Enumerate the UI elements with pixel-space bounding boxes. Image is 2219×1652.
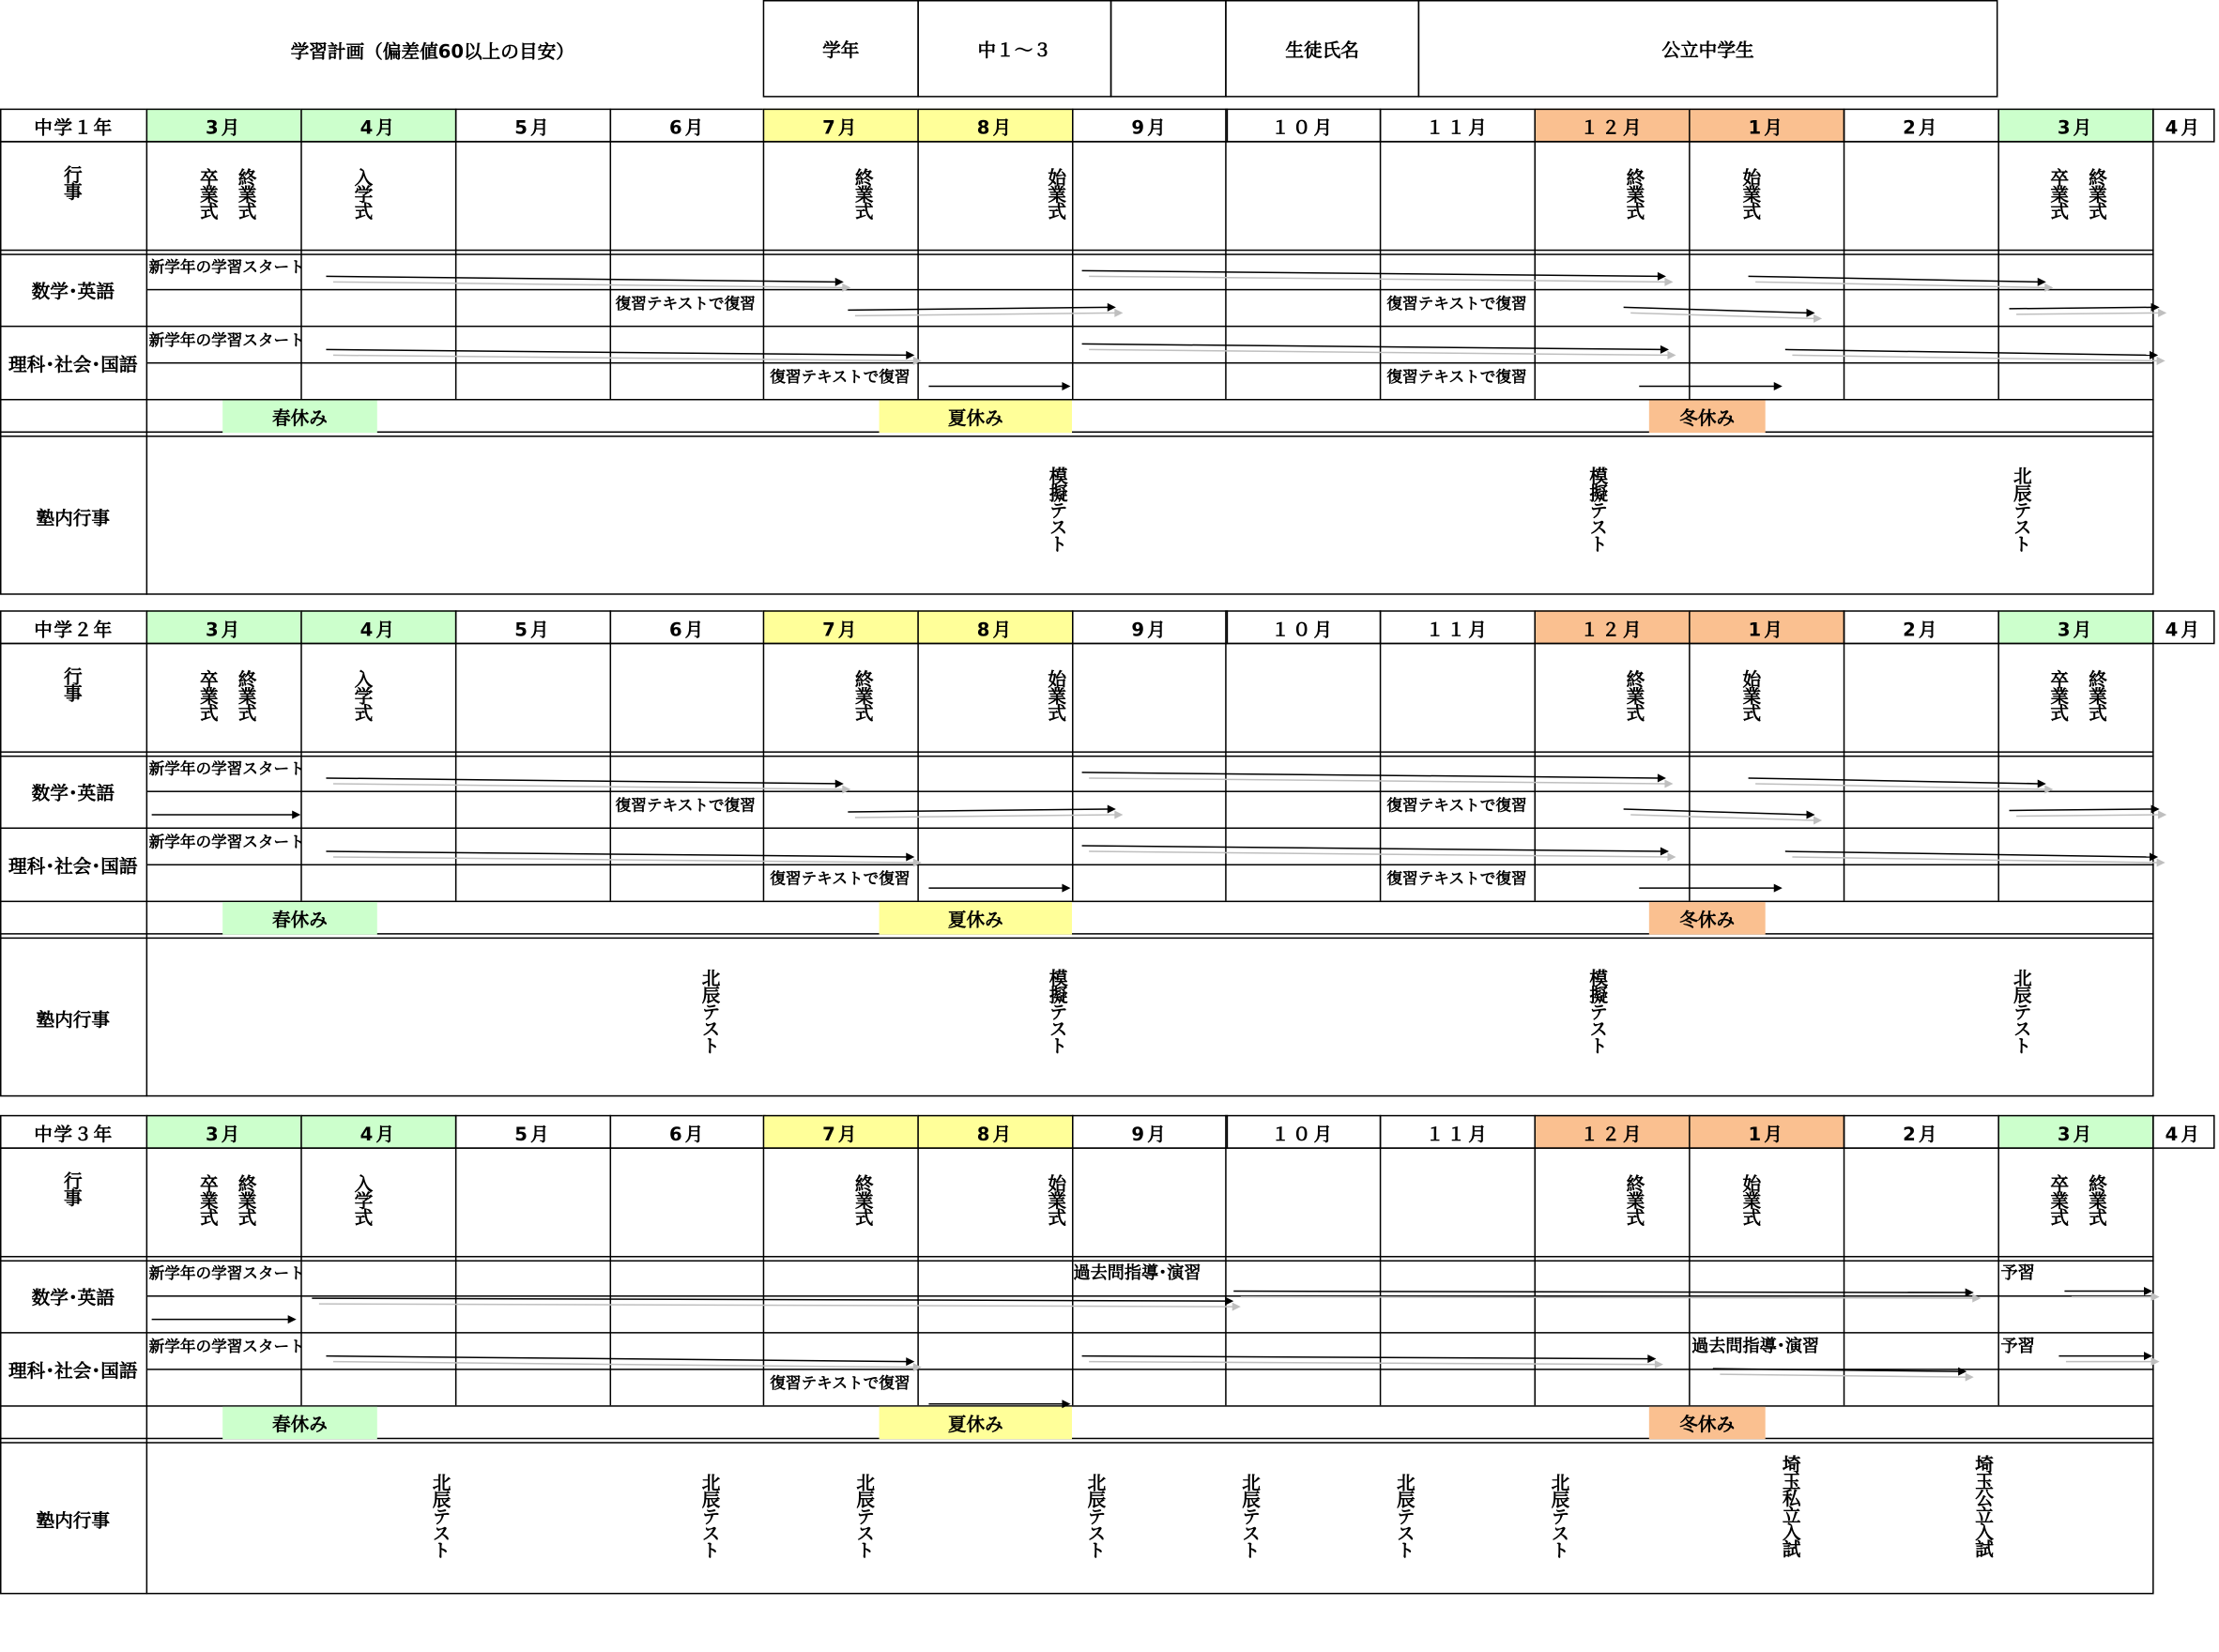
- month-header: 9月: [1072, 109, 1228, 143]
- holiday-spring: 春休み: [222, 902, 377, 935]
- event-closing: 終業式: [1622, 1173, 1644, 1225]
- event-closing: 終業式: [234, 1173, 255, 1225]
- event-opening: 始業式: [1737, 167, 1760, 219]
- month-header: 2月: [1844, 109, 1999, 143]
- month-header: 3月: [1997, 1115, 2153, 1149]
- progress-arrowhead: [1232, 1303, 1241, 1311]
- event-closing: 終業式: [1622, 167, 1644, 219]
- month-header: 5月: [455, 1115, 611, 1149]
- cram-hokushin-test: 北辰テスト: [2009, 467, 2031, 552]
- note-new-year-start: 新学年の学習スタート: [148, 759, 305, 778]
- progress-arrow-line: [1713, 1369, 1960, 1371]
- month-header: 3月: [146, 109, 302, 143]
- event-opening: 始業式: [1043, 1173, 1065, 1225]
- row-label-events: 行事: [59, 1170, 82, 1205]
- month-header: 4月: [2152, 610, 2214, 644]
- cram-mock-test: 模擬テスト: [1584, 467, 1607, 552]
- note-review-text: 復習テキストで復習: [1386, 367, 1527, 387]
- event-opening: 始業式: [1043, 669, 1065, 721]
- note-review-text: 復習テキストで復習: [770, 869, 911, 889]
- event-entrance: 入学式: [350, 1173, 372, 1225]
- holiday-spring: 春休み: [222, 1407, 377, 1440]
- month-header: 8月: [917, 610, 1073, 644]
- month-header: 4月: [2152, 1115, 2214, 1149]
- note-review-text: 復習テキストで復習: [1386, 294, 1527, 314]
- row-label-math-english: 数学･英語: [31, 1287, 115, 1309]
- event-opening: 始業式: [1737, 1173, 1760, 1225]
- note-past-exams: 過去問指導･演習: [1691, 1336, 1820, 1356]
- note-review-text: 復習テキストで復習: [615, 294, 756, 314]
- holiday-winter: 冬休み: [1649, 902, 1766, 935]
- month-header: １１月: [1380, 1115, 1536, 1149]
- event-graduation: 卒業式: [195, 1173, 218, 1225]
- month-header: １０月: [1225, 610, 1381, 644]
- progress-arrow-line: [333, 1362, 914, 1368]
- note-review-text: 復習テキストで復習: [1386, 796, 1527, 815]
- month-header: 1月: [1689, 1115, 1844, 1149]
- event-closing: 終業式: [2084, 167, 2106, 219]
- event-closing: 終業式: [850, 167, 873, 219]
- event-closing: 終業式: [234, 669, 255, 721]
- holiday-winter: 冬休み: [1649, 400, 1766, 433]
- progress-arrowhead: [288, 1315, 297, 1323]
- note-new-year-start: 新学年の学習スタート: [148, 257, 305, 277]
- holiday-winter: 冬休み: [1649, 1407, 1766, 1440]
- progress-arrowhead: [1966, 1373, 1974, 1382]
- event-closing: 終業式: [850, 1173, 873, 1225]
- event-closing: 終業式: [2084, 669, 2106, 721]
- month-header: １１月: [1380, 109, 1536, 143]
- cram-hokushin-test: 北辰テスト: [851, 1473, 874, 1558]
- month-header: 4月: [2152, 109, 2214, 143]
- event-closing: 終業式: [850, 669, 873, 721]
- month-header: 6月: [610, 610, 766, 644]
- row-label-sci-soc-jp: 理科･社会･国語: [8, 354, 138, 376]
- month-header: １０月: [1225, 109, 1381, 143]
- row-label-cram-events: 塾内行事: [36, 1510, 111, 1533]
- cram-saitama-public-exam: 埼玉公立入試: [1970, 1454, 1993, 1556]
- holiday-spring: 春休み: [222, 400, 377, 433]
- progress-arrow-line: [1241, 1297, 1974, 1299]
- note-past-exams: 過去問指導･演習: [1073, 1262, 1201, 1283]
- month-header: 9月: [1072, 610, 1228, 644]
- month-header: 4月: [300, 1115, 456, 1149]
- grade-label: 学年: [763, 0, 919, 98]
- note-review-text: 復習テキストで復習: [1386, 869, 1527, 889]
- month-header: 1月: [1689, 109, 1844, 143]
- event-closing: 終業式: [2084, 1173, 2106, 1225]
- event-opening: 始業式: [1043, 167, 1065, 219]
- month-header: 4月: [300, 610, 456, 644]
- cram-hokushin-test: 北辰テスト: [697, 1473, 719, 1558]
- note-new-year-start: 新学年の学習スタート: [148, 330, 305, 350]
- student-name-value: 公立中学生: [1418, 0, 1998, 98]
- cram-hokushin-test: 北辰テスト: [1547, 1473, 1569, 1558]
- month-header: 3月: [1997, 610, 2153, 644]
- row-label-math-english: 数学･英語: [31, 783, 115, 804]
- cram-mock-test: 模擬テスト: [1045, 467, 1066, 552]
- event-graduation: 卒業式: [195, 167, 218, 219]
- student-name-label: 生徒氏名: [1225, 0, 1419, 98]
- progress-arrowhead: [913, 1363, 922, 1371]
- month-header: １２月: [1534, 1115, 1690, 1149]
- month-header: １１月: [1380, 610, 1536, 644]
- month-header: 7月: [763, 1115, 919, 1149]
- year-label: 中学３年: [0, 1115, 147, 1149]
- holiday-summer: 夏休み: [880, 902, 1072, 935]
- year-label: 中学１年: [0, 109, 147, 143]
- month-header: 5月: [455, 610, 611, 644]
- progress-arrowhead: [2151, 1357, 2160, 1366]
- row-label-sci-soc-jp: 理科･社会･国語: [8, 856, 138, 878]
- event-graduation: 卒業式: [2045, 167, 2068, 219]
- month-header: 7月: [763, 610, 919, 644]
- month-header: 3月: [146, 610, 302, 644]
- month-header: 8月: [917, 109, 1073, 143]
- note-review-text: 復習テキストで復習: [615, 796, 756, 815]
- event-closing: 終業式: [234, 167, 255, 219]
- note-new-year-start: 新学年の学習スタート: [148, 1338, 305, 1356]
- row-label-sci-soc-jp: 理科･社会･国語: [8, 1360, 138, 1383]
- row-label-events: 行事: [59, 164, 82, 199]
- month-header: 4月: [300, 109, 456, 143]
- event-entrance: 入学式: [350, 167, 372, 219]
- progress-arrowhead: [2151, 1293, 2160, 1301]
- row-label-events: 行事: [59, 666, 82, 701]
- row-label-cram-events: 塾内行事: [36, 508, 111, 529]
- year-label: 中学２年: [0, 610, 147, 644]
- cram-hokushin-test: 北辰テスト: [697, 968, 719, 1053]
- holiday-summer: 夏休み: [880, 1407, 1072, 1440]
- cram-hokushin-test: 北辰テスト: [1237, 1473, 1260, 1558]
- month-header: 2月: [1844, 1115, 1999, 1149]
- event-opening: 始業式: [1737, 669, 1760, 721]
- note-review-text: 復習テキストで復習: [770, 367, 911, 387]
- month-header: 5月: [455, 109, 611, 143]
- progress-arrow-line: [1233, 1292, 1966, 1293]
- plan-title: 学習計画（偏差値60以上の目安）: [290, 41, 574, 63]
- progress-arrow-line: [1089, 1362, 1656, 1365]
- note-review-text: 復習テキストで復習: [770, 1374, 911, 1393]
- holiday-summer: 夏休み: [880, 400, 1072, 433]
- month-header: 9月: [1072, 1115, 1228, 1149]
- cram-saitama-private-exam: 埼玉私立入試: [1778, 1454, 1799, 1556]
- note-new-year-start: 新学年の学習スタート: [148, 1264, 305, 1283]
- month-header: １２月: [1534, 610, 1690, 644]
- month-header: 3月: [146, 1115, 302, 1149]
- event-graduation: 卒業式: [2045, 669, 2068, 721]
- note-preview: 予習: [2000, 1336, 2035, 1356]
- month-header: １０月: [1225, 1115, 1381, 1149]
- cram-mock-test: 模擬テスト: [1584, 968, 1607, 1053]
- cram-hokushin-test: 北辰テスト: [1083, 1473, 1105, 1558]
- progress-arrowhead: [1655, 1360, 1663, 1369]
- progress-arrow-line: [1720, 1374, 1966, 1377]
- month-header: 6月: [610, 109, 766, 143]
- month-header: 7月: [763, 109, 919, 143]
- month-header: 2月: [1844, 610, 1999, 644]
- month-header: 1月: [1689, 610, 1844, 644]
- month-header: １２月: [1534, 109, 1690, 143]
- grade-value: 中１～３: [917, 0, 1111, 98]
- progress-arrowhead: [1062, 1400, 1070, 1408]
- progress-arrowhead: [1972, 1294, 1981, 1303]
- event-entrance: 入学式: [350, 669, 372, 721]
- note-preview: 予習: [2000, 1262, 2035, 1283]
- cram-hokushin-test: 北辰テスト: [428, 1473, 450, 1558]
- event-graduation: 卒業式: [2045, 1173, 2068, 1225]
- cram-mock-test: 模擬テスト: [1045, 968, 1066, 1053]
- event-graduation: 卒業式: [195, 669, 218, 721]
- month-header: 6月: [610, 1115, 766, 1149]
- event-closing: 終業式: [1622, 669, 1644, 721]
- progress-arrow-line: [312, 1298, 1226, 1301]
- month-header: 3月: [1997, 109, 2153, 143]
- progress-arrow-line: [326, 1356, 907, 1362]
- row-label-cram-events: 塾内行事: [36, 1009, 111, 1032]
- cram-hokushin-test: 北辰テスト: [1392, 1473, 1415, 1558]
- note-new-year-start: 新学年の学習スタート: [148, 833, 305, 852]
- progress-arrow-line: [319, 1304, 1233, 1307]
- month-header: 8月: [917, 1115, 1073, 1149]
- row-label-math-english: 数学･英語: [31, 281, 115, 303]
- progress-arrow-line: [1082, 1356, 1649, 1359]
- cram-hokushin-test: 北辰テスト: [2009, 968, 2031, 1053]
